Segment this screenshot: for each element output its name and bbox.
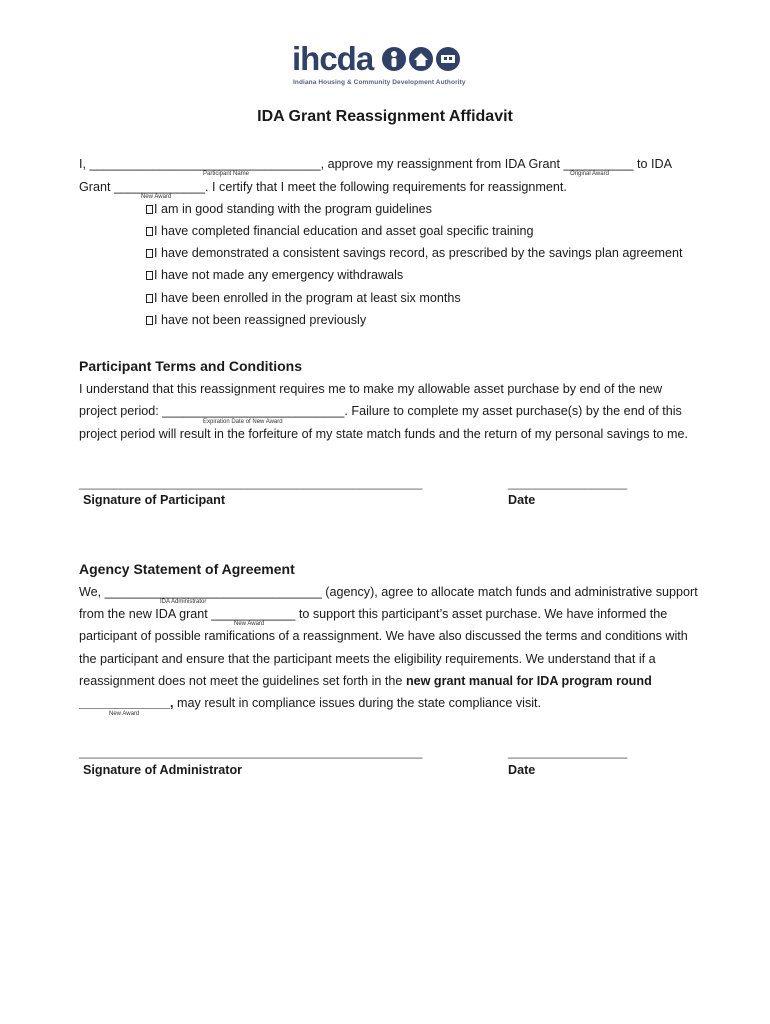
checkbox-icon[interactable] bbox=[146, 249, 153, 258]
business-icon bbox=[436, 47, 460, 71]
administrator-signature-line[interactable]: _________________________________________________ bbox=[79, 745, 423, 759]
requirement-item[interactable]: I have been enrolled in the program at least six months bbox=[146, 291, 461, 305]
intro-line-2: Grant _____________. I certify that I meet the following requirements for reassignment. bbox=[79, 180, 567, 194]
checkbox-icon[interactable] bbox=[146, 227, 153, 236]
ida-administrator-caption: IDA Administrator bbox=[160, 599, 207, 605]
participant-terms-line-2: project period: __________________________. Failure to complete my asset purchase(s) by the end of this bbox=[79, 404, 682, 418]
page-title: IDA Grant Reassignment Affidavit bbox=[257, 108, 513, 125]
requirement-item[interactable]: I have not been reassigned previously bbox=[146, 313, 366, 327]
requirement-item[interactable]: I have demonstrated a consistent savings record, as prescribed by the savings plan agreement bbox=[146, 246, 683, 260]
requirement-item[interactable]: I have not made any emergency withdrawals bbox=[146, 268, 403, 282]
agency-line-6: _____________, may result in compliance issues during the state compliance visit. bbox=[79, 696, 542, 710]
agency-line-5: reassignment does not meet the guidelines set forth in the new grant manual for IDA program round bbox=[79, 674, 652, 688]
participant-date-label: Date bbox=[508, 493, 536, 507]
intro-line-1: I, _________________________________, approve my reassignment from IDA Grant __________ to IDA bbox=[79, 157, 673, 171]
logo-icons bbox=[381, 46, 461, 79]
person-icon bbox=[382, 47, 406, 71]
participant-terms-heading: Participant Terms and Conditions bbox=[79, 358, 302, 374]
checkbox-icon[interactable] bbox=[146, 316, 153, 325]
home-icon bbox=[409, 47, 433, 71]
administrator-signature-label: Signature of Administrator bbox=[83, 763, 243, 777]
agency-line-4: the participant and ensure that the participant meets the eligibility requirements. We understand that if a bbox=[79, 652, 656, 666]
agency-line-2: from the new IDA grant ____________ to support this participant’s asset purchase. We have informed the bbox=[79, 607, 668, 621]
checkbox-icon[interactable] bbox=[146, 271, 153, 280]
expiration-date-caption: Expiration Date of New Award bbox=[203, 419, 283, 425]
administrator-date-line[interactable]: _________________ bbox=[508, 745, 628, 759]
ihcda-logo-wordmark: ihcda bbox=[292, 40, 374, 77]
checkbox-icon[interactable] bbox=[146, 205, 153, 214]
new-award-caption: New Award bbox=[234, 621, 265, 627]
logo-subtitle: Indiana Housing & Community Development Authority bbox=[293, 79, 466, 86]
participant-name-caption: Participant Name bbox=[203, 171, 250, 177]
participant-terms-line-1: I understand that this reassignment requires me to make my allowable asset purchase by end of the new bbox=[79, 382, 663, 396]
participant-signature-label: Signature of Participant bbox=[83, 493, 226, 507]
checkbox-icon[interactable] bbox=[146, 294, 153, 303]
original-award-caption: Original Award bbox=[570, 171, 609, 177]
participant-signature-line[interactable]: _________________________________________________ bbox=[79, 476, 423, 490]
participant-terms-line-3: project period will result in the forfeiture of my state match funds and the return of my personal savings to me. bbox=[79, 427, 688, 441]
agency-line-1: We, _______________________________ (agency), agree to allocate match funds and administrative support bbox=[79, 585, 698, 599]
new-award-caption: New Award bbox=[141, 194, 172, 200]
requirement-item[interactable]: I am in good standing with the program guidelines bbox=[146, 202, 432, 216]
participant-date-line[interactable]: _________________ bbox=[508, 476, 628, 490]
requirement-item[interactable]: I have completed financial education and asset goal specific training bbox=[146, 224, 533, 238]
new-award-caption: New Award bbox=[109, 711, 140, 717]
agency-line-3: participant of possible ramifications of a reassignment. We have also discussed the terms and conditions with bbox=[79, 629, 688, 643]
administrator-date-label: Date bbox=[508, 763, 536, 777]
agency-statement-heading: Agency Statement of Agreement bbox=[79, 561, 295, 577]
